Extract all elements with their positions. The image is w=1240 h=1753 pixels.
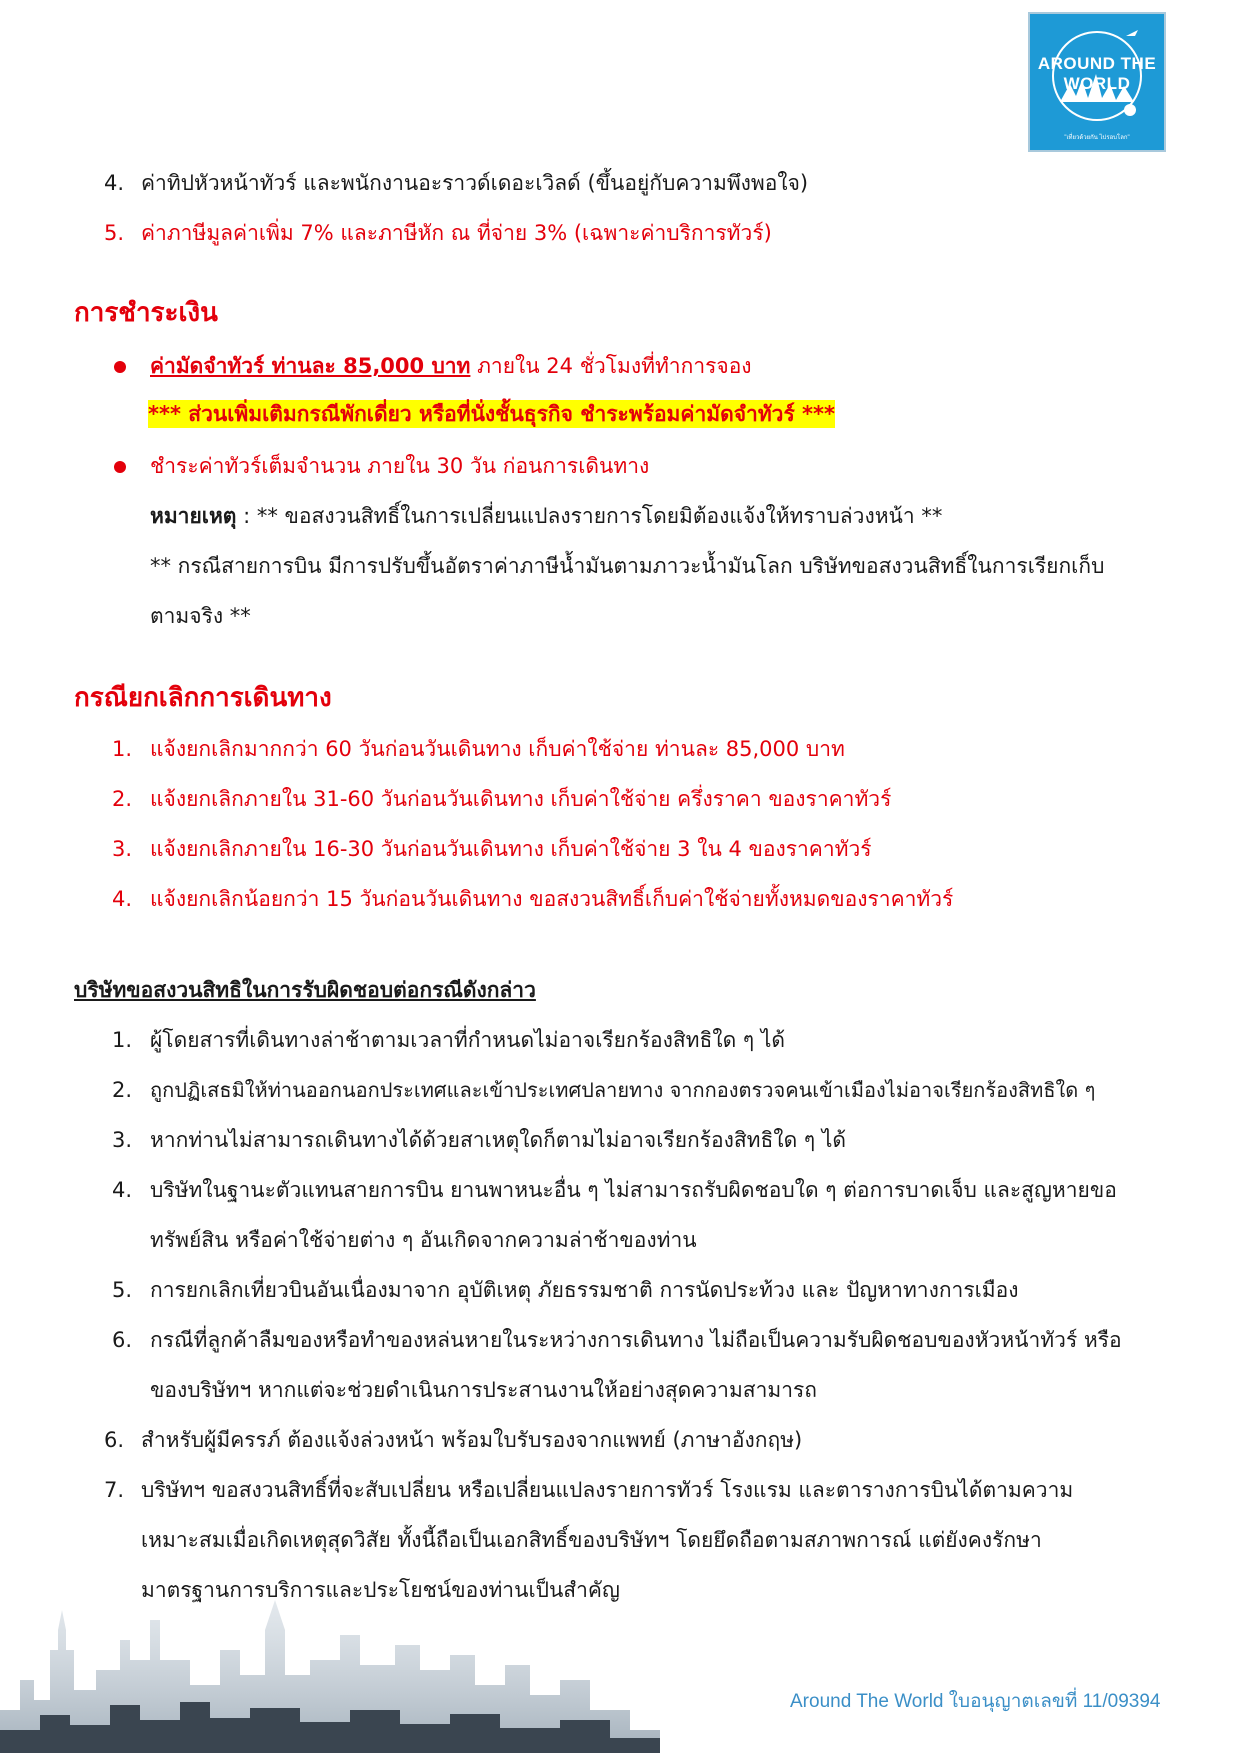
list-number: 4.: [112, 887, 133, 911]
cancel-item: แจ้งยกเลิกภายใน 16-30 วันก่อนวันเดินทาง เก็บค่าใช้จ่าย 3 ใน 4 ของราคาทัวร์: [150, 837, 872, 861]
list-number: 6.: [104, 1428, 125, 1452]
list-item-text: ค่าภาษีมูลค่าเพิ่ม 7% และภาษีหัก ณ ที่จ่าย 3% (เฉพาะค่าบริการทัวร์): [141, 221, 772, 245]
logo-title: AROUND THE WORLD: [1037, 54, 1157, 93]
liability-item: บริษัทในฐานะตัวแทนสายการบิน ยานพาหนะอื่น ๆ ไม่สามารถรับผิดชอบใด ๆ ต่อการบาดเจ็บ และสูญหายขอ: [150, 1178, 1117, 1202]
list-number: 1.: [112, 737, 133, 761]
liability-item: การยกเลิกเที่ยวบินอันเนื่องมาจาก อุบัติเหตุ ภัยธรรมชาติ การนัดประท้วง และ ปัญหาทางการเมือง: [150, 1278, 1019, 1302]
list-number: 5.: [112, 1278, 133, 1302]
cancel-heading: กรณียกเลิกการเดินทาง: [74, 683, 332, 713]
bullet-icon: [114, 461, 126, 473]
payment-heading: การชำระเงิน: [74, 298, 218, 328]
extra-item: บริษัทฯ ขอสงวนสิทธิ์ที่จะสับเปลี่ยน หรือเปลี่ยนแปลงรายการทัวร์ โรงแรม และตารางการบินได้ตามความ: [141, 1478, 1074, 1502]
extra-item-cont: เหมาะสมเมื่อเกิดเหตุสุดวิสัย ทั้งนี้ถือเป็นเอกสิทธิ์ของบริษัทฯ โดยยึดถือตามสภาพการณ์ แต่ยังคงรักษา: [141, 1528, 1042, 1552]
highlight-text: *** ส่วนเพิ่มเติมกรณีพักเดี่ยว หรือที่นั่งชั้นธุรกิจ ชำระพร้อมค่ามัดจำทัวร์ ***: [148, 402, 835, 426]
liability-item: หากท่านไม่สามารถเดินทางได้ด้วยสาเหตุใดก็ตามไม่อาจเรียกร้องสิทธิใด ๆ ได้: [150, 1128, 847, 1152]
cancel-item: แจ้งยกเลิกน้อยกว่า 15 วันก่อนวันเดินทาง ขอสงวนสิทธิ์เก็บค่าใช้จ่ายทั้งหมดของราคาทัวร์: [150, 887, 954, 911]
city-skyline-image: [0, 1590, 660, 1753]
deposit-line: [150, 351, 752, 381]
fuel-note-line-2: ตามจริง **: [150, 604, 251, 628]
list-number: 1.: [112, 1028, 133, 1052]
list-number: 4.: [104, 171, 125, 195]
cancel-item: แจ้งยกเลิกมากกว่า 60 วันก่อนวันเดินทาง เก็บค่าใช้จ่าย ท่านละ 85,000 บาท: [150, 737, 845, 761]
fuel-note-line: ** กรณีสายการบิน มีการปรับขึ้นอัตราค่าภาษีน้ำมันตามภาวะน้ำมันโลก บริษัทขอสงวนสิทธิ์ในการเรียกเก็บ: [150, 554, 1105, 578]
deposit-deadline: ภายใน 24 ชั่วโมงที่ทำการจอง: [470, 354, 752, 378]
note-label: หมายเหตุ: [150, 504, 237, 528]
bullet-icon: [114, 361, 126, 373]
list-number: 4.: [112, 1178, 133, 1202]
liability-item: ถูกปฏิเสธมิให้ท่านออกนอกประเทศและเข้าประเทศปลายทาง จากกองตรวจคนเข้าเมืองไม่อาจเรียกร้องสิทธิใด ๆ: [150, 1078, 1096, 1102]
note-line: [150, 501, 942, 531]
liability-heading: บริษัทขอสงวนสิทธิในการรับผิดชอบต่อกรณีดังกล่าว: [74, 978, 536, 1002]
logo-slogan: "เที่ยวด้วยกัน ไปรอบโลก": [1064, 135, 1130, 141]
extra-item: สำหรับผู้มีครรภ์ ต้องแจ้งล่วงหน้า พร้อมใบรับรองจากแพทย์ (ภาษาอังกฤษ): [141, 1428, 803, 1452]
liability-item: กรณีที่ลูกค้าลืมของหรือทำของหล่นหายในระหว่างการเดินทาง ไม่ถือเป็นความรับผิดชอบของหัวหน้าทัวร์ หรือ: [150, 1328, 1122, 1352]
list-number: 3.: [112, 837, 133, 861]
full-payment-line: ชำระค่าทัวร์เต็มจำนวน ภายใน 30 วัน ก่อนการเดินทาง: [150, 454, 650, 478]
cancel-item: แจ้งยกเลิกภายใน 31-60 วันก่อนวันเดินทาง เก็บค่าใช้จ่าย ครึ่งราคา ของราคาทัวร์: [150, 787, 892, 811]
list-number: 2.: [112, 1078, 133, 1102]
liability-item-cont: ทรัพย์สิน หรือค่าใช้จ่ายต่าง ๆ อันเกิดจากความล่าช้าของท่าน: [150, 1228, 697, 1252]
note-text: : ** ขอสงวนสิทธิ์ในการเปลี่ยนแปลงรายการโดยมิต้องแจ้งให้ทราบล่วงหน้า **: [236, 504, 943, 528]
list-number: 6.: [112, 1328, 133, 1352]
list-number: 3.: [112, 1128, 133, 1152]
highlight-note: [148, 399, 835, 429]
extra-item-cont: มาตรฐานการบริการและประโยชน์ของท่านเป็นสำคัญ: [141, 1578, 620, 1602]
liability-item: ผู้โดยสารที่เดินทางล่าช้าตามเวลาที่กำหนดไม่อาจเรียกร้องสิทธิใด ๆ ได้: [150, 1028, 786, 1052]
list-number: 7.: [104, 1478, 125, 1502]
footer-license: Around The World ใบอนุญาตเลขที่ 11/09394: [790, 1691, 1161, 1712]
company-logo: [1028, 12, 1166, 152]
deposit-amount: ค่ามัดจำทัวร์ ท่านละ 85,000 บาท: [150, 354, 471, 378]
list-number: 5.: [104, 221, 125, 245]
list-number: 2.: [112, 787, 133, 811]
liability-item-cont: ของบริษัทฯ หากแต่จะช่วยดำเนินการประสานงานให้อย่างสุดความสามารถ: [150, 1378, 818, 1402]
list-item-text: ค่าทิปหัวหน้าทัวร์ และพนักงานอะราวด์เดอะเวิลด์ (ขึ้นอยู่กับความพึงพอใจ): [141, 171, 809, 195]
